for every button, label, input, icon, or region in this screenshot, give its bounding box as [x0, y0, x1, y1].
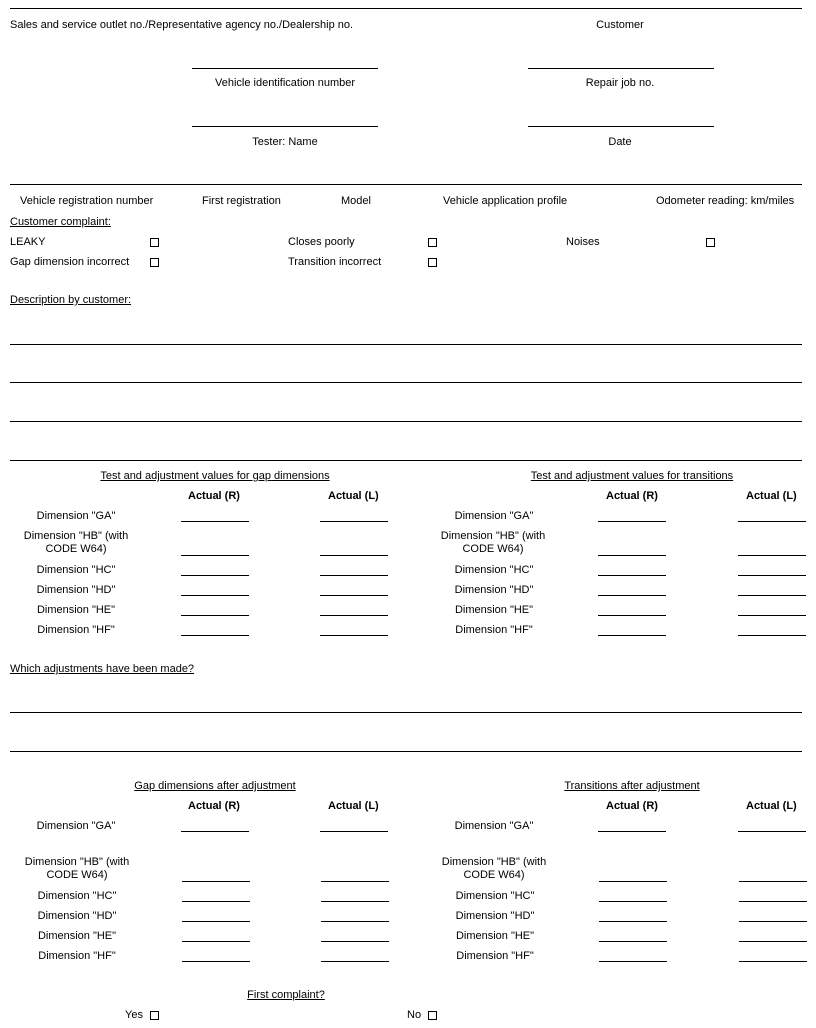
- transition-row-hb-label: Dimension "HB" (with CODE W64): [440, 530, 546, 555]
- checkbox-gap[interactable]: [150, 258, 159, 267]
- description-line-4[interactable]: [10, 460, 802, 461]
- registration-label: Vehicle registration number: [20, 195, 154, 207]
- description-line-1[interactable]: [10, 344, 802, 345]
- first-complaint-yes-label: Yes: [125, 1009, 143, 1021]
- checkbox-leaky[interactable]: [150, 238, 159, 247]
- gap-he-r-field[interactable]: [181, 615, 249, 616]
- checkbox-no[interactable]: [428, 1011, 437, 1020]
- odometer-label: Odometer reading: km/miles: [656, 195, 795, 207]
- transition-col-l: Actual (L): [746, 490, 797, 502]
- complaint-option-gap: Gap dimension incorrect: [10, 256, 130, 268]
- transition-table-title: Test and adjustment values for transitions: [530, 470, 734, 482]
- transition-after-row-hd-label: Dimension "HD": [455, 910, 535, 922]
- gap-after-hf-r-field[interactable]: [182, 961, 250, 962]
- transition-after-row-ga-label: Dimension "GA": [454, 820, 534, 832]
- gap-row-hd-label: Dimension "HD": [36, 584, 116, 596]
- gap-after-hc-r-field[interactable]: [182, 901, 250, 902]
- repair-job-field[interactable]: [528, 68, 714, 69]
- date-field[interactable]: [528, 126, 714, 127]
- transition-row-hc-label: Dimension "HC": [454, 564, 534, 576]
- transition-he-l-field[interactable]: [738, 615, 806, 616]
- gap-hd-r-field[interactable]: [181, 595, 249, 596]
- transition-after-col-l: Actual (L): [746, 800, 797, 812]
- checkbox-closes-poorly[interactable]: [428, 238, 437, 247]
- customer-label: Customer: [596, 19, 644, 31]
- gap-after-title: Gap dimensions after adjustment: [134, 780, 296, 792]
- gap-after-col-r: Actual (R): [188, 800, 240, 812]
- transition-after-col-r: Actual (R): [606, 800, 658, 812]
- gap-after-row-hb-label: Dimension "HB" (with CODE W64): [24, 856, 130, 881]
- gap-after-ga-r-field[interactable]: [181, 831, 249, 832]
- transition-after-he-r-field[interactable]: [599, 941, 667, 942]
- gap-after-he-r-field[interactable]: [182, 941, 250, 942]
- gap-hb-r-field[interactable]: [181, 555, 249, 556]
- first-registration-label: First registration: [202, 195, 281, 207]
- tester-name-field[interactable]: [192, 126, 378, 127]
- transition-hc-r-field[interactable]: [598, 575, 666, 576]
- gap-ga-l-field[interactable]: [320, 521, 388, 522]
- transition-after-hb-l-field[interactable]: [739, 881, 807, 882]
- transition-row-hd-label: Dimension "HD": [454, 584, 534, 596]
- description-heading: Description by customer:: [10, 294, 132, 306]
- transition-after-he-l-field[interactable]: [739, 941, 807, 942]
- gap-hc-l-field[interactable]: [320, 575, 388, 576]
- transition-after-hd-l-field[interactable]: [739, 921, 807, 922]
- gap-col-r: Actual (R): [188, 490, 240, 502]
- transition-after-hf-r-field[interactable]: [599, 961, 667, 962]
- description-line-3[interactable]: [10, 421, 802, 422]
- gap-hf-l-field[interactable]: [320, 635, 388, 636]
- transition-ga-r-field[interactable]: [598, 521, 666, 522]
- transition-after-hc-l-field[interactable]: [739, 901, 807, 902]
- top-rule: [10, 8, 802, 9]
- transition-after-hd-r-field[interactable]: [599, 921, 667, 922]
- transition-after-hf-l-field[interactable]: [739, 961, 807, 962]
- complaint-option-transition: Transition incorrect: [288, 256, 382, 268]
- transition-row-hf-label: Dimension "HF": [455, 624, 533, 636]
- gap-after-ga-l-field[interactable]: [320, 831, 388, 832]
- first-complaint-no-label: No: [407, 1009, 422, 1021]
- gap-col-l: Actual (L): [328, 490, 379, 502]
- transition-hd-r-field[interactable]: [598, 595, 666, 596]
- vehicle-data-field[interactable]: [10, 184, 802, 185]
- description-line-2[interactable]: [10, 382, 802, 383]
- gap-hf-r-field[interactable]: [181, 635, 249, 636]
- repair-job-label: Repair job no.: [585, 77, 655, 89]
- gap-hb-l-field[interactable]: [320, 555, 388, 556]
- transition-after-row-hb-label: Dimension "HB" (with CODE W64): [441, 856, 547, 881]
- adjustments-line-2[interactable]: [10, 751, 802, 752]
- transition-after-hc-r-field[interactable]: [599, 901, 667, 902]
- transition-row-ga-label: Dimension "GA": [454, 510, 534, 522]
- gap-after-row-hc-label: Dimension "HC": [37, 890, 117, 902]
- gap-table-title: Test and adjustment values for gap dimensions: [100, 470, 330, 482]
- transition-hf-l-field[interactable]: [738, 635, 806, 636]
- transition-hb-l-field[interactable]: [738, 555, 806, 556]
- gap-row-hc-label: Dimension "HC": [36, 564, 116, 576]
- gap-after-hd-l-field[interactable]: [321, 921, 389, 922]
- complaint-option-closes-poorly: Closes poorly: [288, 236, 355, 248]
- transition-after-ga-r-field[interactable]: [598, 831, 666, 832]
- checkbox-noises[interactable]: [706, 238, 715, 247]
- gap-ga-r-field[interactable]: [181, 521, 249, 522]
- gap-after-hb-l-field[interactable]: [321, 881, 389, 882]
- sales-outlet-label: Sales and service outlet no./Representative agency no./Dealership no.: [10, 19, 354, 31]
- transition-he-r-field[interactable]: [598, 615, 666, 616]
- transition-hf-r-field[interactable]: [598, 635, 666, 636]
- transition-after-row-he-label: Dimension "HE": [455, 930, 535, 942]
- gap-after-hb-r-field[interactable]: [182, 881, 250, 882]
- gap-after-he-l-field[interactable]: [321, 941, 389, 942]
- tester-label: Tester: Name: [252, 136, 318, 148]
- application-profile-label: Vehicle application profile: [443, 195, 568, 207]
- gap-after-hf-l-field[interactable]: [321, 961, 389, 962]
- checkbox-yes[interactable]: [150, 1011, 159, 1020]
- model-label: Model: [341, 195, 371, 207]
- first-complaint-question: First complaint?: [247, 989, 325, 1001]
- transition-after-title: Transitions after adjustment: [564, 780, 700, 792]
- adjustments-heading: Which adjustments have been made?: [10, 663, 195, 675]
- gap-after-row-ga-label: Dimension "GA": [36, 820, 116, 832]
- transition-after-ga-l-field[interactable]: [738, 831, 806, 832]
- transition-after-row-hc-label: Dimension "HC": [455, 890, 535, 902]
- gap-after-row-hd-label: Dimension "HD": [37, 910, 117, 922]
- transition-hb-r-field[interactable]: [598, 555, 666, 556]
- gap-row-hb-label: Dimension "HB" (with CODE W64): [23, 530, 129, 555]
- gap-hc-r-field[interactable]: [181, 575, 249, 576]
- gap-after-col-l: Actual (L): [328, 800, 379, 812]
- gap-row-ga-label: Dimension "GA": [36, 510, 116, 522]
- gap-after-hc-l-field[interactable]: [321, 901, 389, 902]
- gap-after-row-he-label: Dimension "HE": [37, 930, 117, 942]
- vin-field[interactable]: [192, 68, 378, 69]
- complaint-option-noises: Noises: [566, 236, 600, 248]
- transition-row-he-label: Dimension "HE": [454, 604, 534, 616]
- transition-hc-l-field[interactable]: [738, 575, 806, 576]
- gap-he-l-field[interactable]: [320, 615, 388, 616]
- adjustments-line-1[interactable]: [10, 712, 802, 713]
- transition-after-row-hf-label: Dimension "HF": [456, 950, 534, 962]
- gap-hd-l-field[interactable]: [320, 595, 388, 596]
- transition-ga-l-field[interactable]: [738, 521, 806, 522]
- gap-row-hf-label: Dimension "HF": [37, 624, 115, 636]
- date-label: Date: [608, 136, 632, 148]
- complaint-option-leaky: LEAKY: [10, 236, 46, 248]
- transition-col-r: Actual (R): [606, 490, 658, 502]
- gap-row-he-label: Dimension "HE": [36, 604, 116, 616]
- transition-hd-l-field[interactable]: [738, 595, 806, 596]
- transition-after-hb-r-field[interactable]: [599, 881, 667, 882]
- complaint-heading: Customer complaint:: [10, 216, 111, 228]
- checkbox-transition[interactable]: [428, 258, 437, 267]
- gap-after-row-hf-label: Dimension "HF": [38, 950, 116, 962]
- vin-label: Vehicle identification number: [214, 77, 356, 89]
- gap-after-hd-r-field[interactable]: [182, 921, 250, 922]
